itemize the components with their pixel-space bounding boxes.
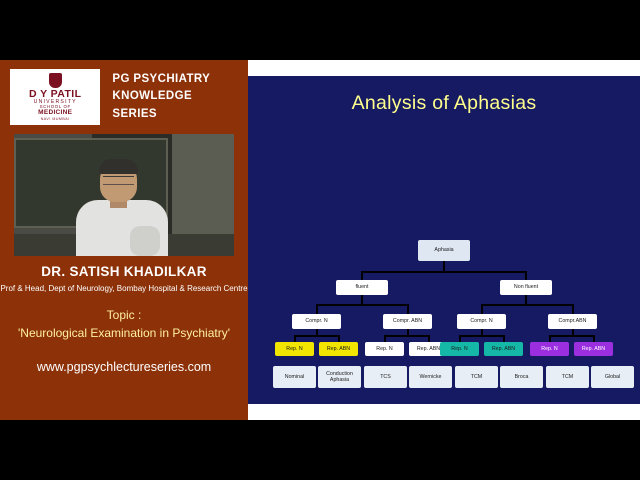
- logo-line-university-name: D Y PATIL: [28, 87, 82, 100]
- series-title: [112, 71, 238, 123]
- logo-line-university: UNIVERSITY: [33, 98, 77, 105]
- node-diagnosis-broca: Broca: [500, 366, 543, 388]
- node-repetition-2: Rep. ABN: [319, 342, 358, 356]
- node-compr-abn-nonfluent: Compr.ABN: [548, 314, 597, 329]
- slide-title: Analysis of Aphasias: [351, 92, 537, 114]
- node-repetition-8: Rep. ABN: [574, 342, 613, 356]
- connector: [338, 335, 340, 342]
- connector: [294, 335, 296, 342]
- node-repetition-6: Rep. ABN: [484, 342, 523, 356]
- node-repetition-7: Rep. N: [530, 342, 569, 356]
- connector: [316, 304, 318, 314]
- presenter-panel: [0, 60, 248, 420]
- speaker-video-still: [14, 134, 234, 256]
- connector: [443, 261, 445, 271]
- series-title-line-2: KNOWLEDGE SERIES: [112, 90, 193, 120]
- connector: [459, 335, 504, 337]
- connector: [294, 335, 339, 337]
- series-title-line-1: PG PSYCHIATRY: [112, 73, 211, 86]
- connector: [361, 271, 526, 273]
- branding-header: [10, 68, 238, 126]
- speaker-hair: [99, 159, 138, 174]
- speaker-glasses: [103, 176, 134, 185]
- node-diagnosis-tcs: TCS: [364, 366, 407, 388]
- connector: [503, 335, 505, 342]
- connector: [525, 295, 527, 304]
- node-repetition-1: Rep. N: [275, 342, 314, 356]
- website-url: www.pgpsychlectureseries.com: [36, 360, 212, 374]
- node-diagnosis-wernicke: Wernicke: [409, 366, 452, 388]
- connector: [525, 271, 527, 280]
- connector: [481, 304, 483, 314]
- node-non-fluent: Non fluent: [500, 280, 552, 295]
- speaker-arm: [130, 226, 160, 256]
- connector: [549, 335, 551, 342]
- connector: [316, 304, 408, 306]
- connector: [384, 335, 429, 337]
- university-logo: [10, 69, 100, 125]
- connector: [361, 295, 363, 304]
- connector: [572, 304, 574, 314]
- node-fluent: fluent: [336, 280, 388, 295]
- topic-title: 'Neurological Examination in Psychiatry': [17, 326, 230, 340]
- connector: [549, 335, 594, 337]
- connector: [428, 335, 430, 342]
- speaker-name: DR. SATISH KHADILKAR: [41, 264, 207, 279]
- node-diagnosis-tcm-1: TCM: [455, 366, 498, 388]
- connector: [384, 335, 386, 342]
- node-diagnosis-global: Global: [591, 366, 634, 388]
- logo-line-school-of: SCHOOL OF: [39, 104, 71, 110]
- topic-label: Topic :: [106, 308, 142, 322]
- shield-crest-icon: [49, 73, 62, 88]
- node-compr-abn-fluent: Compr. ABN: [383, 314, 432, 329]
- logo-line-medicine: MEDICINE: [38, 108, 73, 116]
- connector: [361, 271, 363, 280]
- connector: [593, 335, 595, 342]
- node-diagnosis-tcm-2: TCM: [546, 366, 589, 388]
- node-compr-n-nonfluent: Compr. N: [457, 314, 506, 329]
- node-repetition-3: Rep. N: [365, 342, 404, 356]
- node-aphasia: Aphasia: [418, 240, 470, 261]
- node-repetition-5: Rep. N: [440, 342, 479, 356]
- node-diagnosis-nominal: Nominal: [273, 366, 316, 388]
- slide-content-area: [0, 60, 640, 420]
- connector: [481, 304, 573, 306]
- node-repetition-4: Rep. ABN: [409, 342, 448, 356]
- node-diagnosis-conduction-aphasia: Conduction Aphasia: [318, 366, 361, 388]
- connector: [459, 335, 461, 342]
- lecture-slide: [248, 76, 640, 404]
- logo-line-location: NAVI MUMBAI: [40, 116, 70, 121]
- node-compr-n-fluent: Compr. N: [292, 314, 341, 329]
- speaker-affiliation: Prof & Head, Dept of Neurology, Bombay Hospital & Research Centre: [0, 284, 248, 293]
- connector: [407, 304, 409, 314]
